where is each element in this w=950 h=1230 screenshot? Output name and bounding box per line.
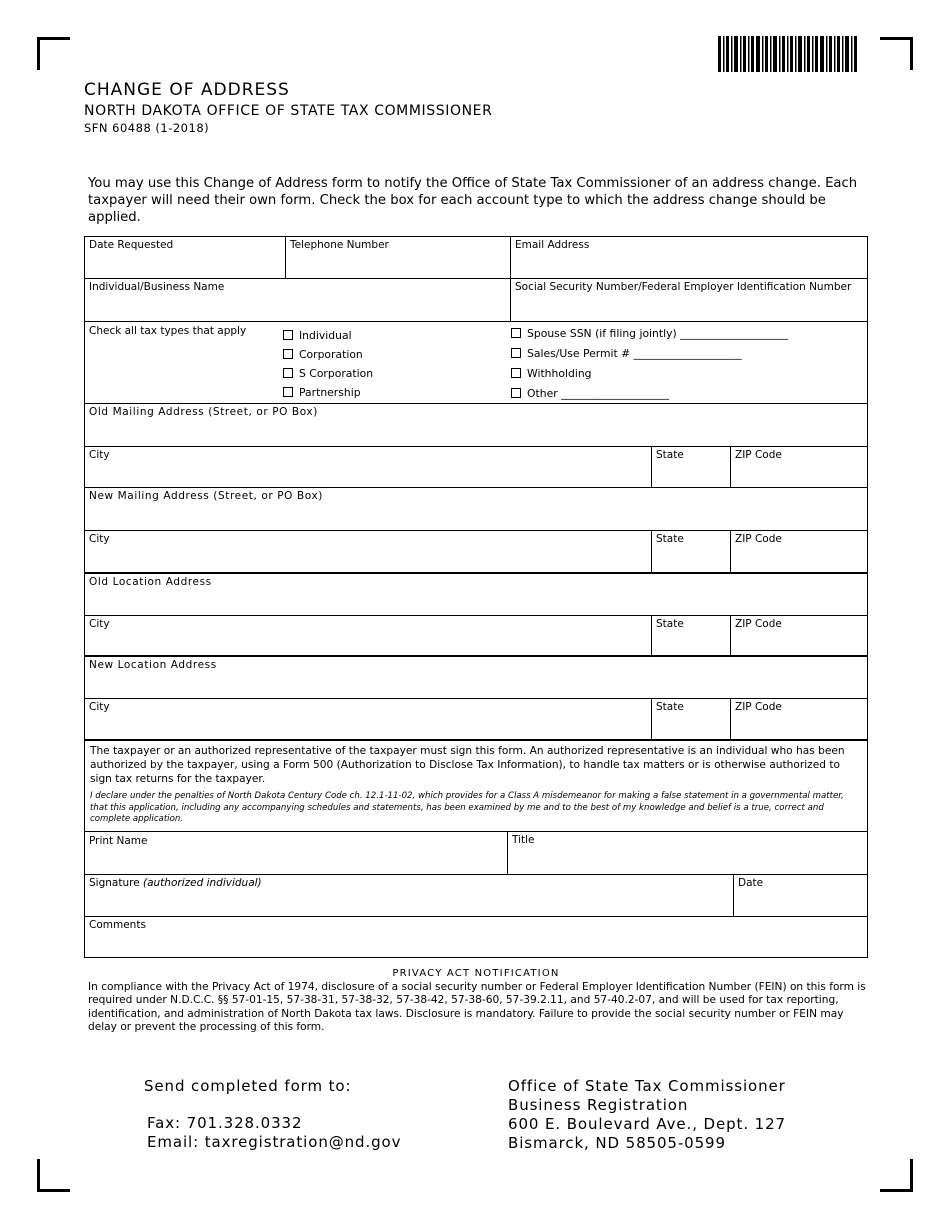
date-requested-field[interactable] <box>84 236 286 279</box>
send-city: Bismarck, ND 58505-0599 <box>508 1134 726 1152</box>
new-mailing-city-field[interactable] <box>84 530 652 573</box>
checkbox-label: Withholding <box>527 367 592 380</box>
old-mailing-state-field[interactable] <box>651 446 731 488</box>
send-office: Office of State Tax Commissioner <box>508 1077 786 1095</box>
old-mailing-address-field[interactable] <box>84 403 868 447</box>
checkbox-partnership[interactable] <box>283 386 361 399</box>
checkbox-box[interactable] <box>283 368 293 378</box>
date-label: Date <box>738 877 764 889</box>
checkbox-label: Partnership <box>299 386 361 399</box>
old-mailing-zip-field[interactable] <box>730 446 868 488</box>
title-label: Title <box>512 834 535 846</box>
date-requested-label: Date Requested <box>89 239 174 251</box>
checkbox-box[interactable] <box>511 348 521 358</box>
zip-label: ZIP Code <box>735 449 782 461</box>
telephone-label: Telephone Number <box>290 239 389 251</box>
old-location-address-field[interactable] <box>84 572 868 616</box>
ssn-fein-label: Social Security Number/Federal Employer Identification Number <box>515 281 852 293</box>
checkbox-spouse-ssn[interactable] <box>511 327 788 340</box>
barcode <box>718 36 858 72</box>
checkbox-label: Corporation <box>299 348 363 361</box>
form-title: CHANGE OF ADDRESS <box>84 80 290 100</box>
zip-label: ZIP Code <box>735 701 782 713</box>
signature-label <box>89 877 262 889</box>
new-mailing-address-field[interactable] <box>84 487 868 531</box>
new-location-city-field[interactable] <box>84 698 652 740</box>
state-label: State <box>656 449 684 461</box>
privacy-text: In compliance with the Privacy Act of 1974, disclosure of a social security number or Federal Employer Identification Number (FEIN) on this form is required under N.D.C.C. §§ 57-01-15, 57-38-31, 57-38-32, 57-38-42, 57-38-60, 57-39.2.11, and 57-40.2-07, and will be used for tax reporting, identification, and administration of North Dakota tax laws. Disclosure is mandatory. Failure to provide the social security number or FEIN may delay or prevent the processing of this form. <box>88 981 866 1034</box>
new-location-address-label: New Location Address <box>89 659 217 671</box>
privacy-heading: PRIVACY ACT NOTIFICATION <box>392 968 560 979</box>
send-fax: Fax: 701.328.0332 <box>147 1114 303 1132</box>
zip-label: ZIP Code <box>735 533 782 545</box>
checkbox-s-corporation[interactable] <box>283 367 373 380</box>
city-label: City <box>89 701 110 713</box>
new-location-state-field[interactable] <box>651 698 731 740</box>
date-field[interactable] <box>733 874 868 917</box>
crop-mark-bottom-left <box>37 1159 70 1192</box>
tax-types-section <box>84 321 868 404</box>
send-heading: Send completed form to: <box>144 1077 352 1095</box>
form-number: SFN 60488 (1-2018) <box>84 121 210 135</box>
old-location-address-label: Old Location Address <box>89 576 212 588</box>
crop-mark-top-right <box>880 37 913 70</box>
signature-field[interactable] <box>84 874 734 917</box>
checkbox-withholding[interactable] <box>511 367 592 380</box>
city-label: City <box>89 618 110 630</box>
print-name-label: Print Name <box>89 835 148 847</box>
signature-label-text: Signature <box>89 877 140 889</box>
old-location-city-field[interactable] <box>84 615 652 656</box>
send-email: Email: taxregistration@nd.gov <box>147 1133 402 1151</box>
signature-notice <box>84 739 868 832</box>
checkbox-label: Sales/Use Permit # ____________________ <box>527 347 742 360</box>
old-location-zip-field[interactable] <box>730 615 868 656</box>
checkbox-label: S Corporation <box>299 367 374 380</box>
new-mailing-address-label: New Mailing Address (Street, or PO Box) <box>89 490 323 502</box>
telephone-field[interactable] <box>285 236 511 279</box>
checkbox-box[interactable] <box>283 349 293 359</box>
intro-text: You may use this Change of Address form to notify the Office of State Tax Commissioner of an address change. Each taxpayer will need their own form. Check the box for each account type to which the address change should be applied. <box>88 176 858 225</box>
checkbox-label: Spouse SSN (if filing jointly) ____________________ <box>527 327 789 340</box>
print-name-field[interactable] <box>84 831 508 875</box>
zip-label: ZIP Code <box>735 618 782 630</box>
checkbox-individual[interactable] <box>283 329 352 342</box>
state-label: State <box>656 533 684 545</box>
city-label: City <box>89 449 110 461</box>
crop-mark-top-left <box>37 37 70 70</box>
checkbox-other[interactable] <box>511 387 669 400</box>
old-mailing-address-label: Old Mailing Address (Street, or PO Box) <box>89 406 318 418</box>
old-location-state-field[interactable] <box>651 615 731 656</box>
checkbox-box[interactable] <box>283 387 293 397</box>
old-mailing-city-field[interactable] <box>84 446 652 488</box>
ssn-fein-field[interactable] <box>510 278 868 322</box>
city-label: City <box>89 533 110 545</box>
send-dept: Business Registration <box>508 1096 689 1114</box>
email-field[interactable] <box>510 236 868 279</box>
checkbox-sales-use-permit[interactable] <box>511 347 742 360</box>
email-label: Email Address <box>515 239 590 251</box>
comments-field[interactable] <box>84 916 868 958</box>
state-label: State <box>656 701 684 713</box>
new-location-zip-field[interactable] <box>730 698 868 740</box>
checkbox-label: Other ____________________ <box>527 387 670 400</box>
checkbox-label: Individual <box>299 329 352 342</box>
signature-note: (authorized individual) <box>143 877 262 889</box>
new-mailing-zip-field[interactable] <box>730 530 868 573</box>
name-label: Individual/Business Name <box>89 281 225 293</box>
new-mailing-state-field[interactable] <box>651 530 731 573</box>
new-location-address-field[interactable] <box>84 655 868 699</box>
send-street: 600 E. Boulevard Ave., Dept. 127 <box>508 1115 786 1133</box>
name-field[interactable] <box>84 278 511 322</box>
tax-types-label: Check all tax types that apply <box>89 325 247 337</box>
comments-label: Comments <box>89 919 146 931</box>
checkbox-box[interactable] <box>283 330 293 340</box>
checkbox-corporation[interactable] <box>283 348 363 361</box>
state-label: State <box>656 618 684 630</box>
title-field[interactable] <box>507 831 868 875</box>
penalty-declaration: I declare under the penalties of North Dakota Century Code ch. 12.1-11-02, which provides for a Class A misdemeanor for making a false statement in a governmental matter, that this application, including any accompanying schedules and statements, has been examined by me and to the best of my knowledge and belief is a true, correct and complete application. <box>90 791 844 824</box>
checkbox-box[interactable] <box>511 328 521 338</box>
agency-name: NORTH DAKOTA OFFICE OF STATE TAX COMMISSIONER <box>84 103 493 119</box>
checkbox-box[interactable] <box>511 388 521 398</box>
crop-mark-bottom-right <box>880 1159 913 1192</box>
signature-notice-text: The taxpayer or an authorized representative of the taxpayer must sign this form. An authorized representative is an individual who has been authorized by the taxpayer, using a Form 500 (Authorization to Disclose Tax Information), to handle tax matters or is otherwise authorized to sign tax returns for the taxpayer. <box>90 745 845 785</box>
checkbox-box[interactable] <box>511 368 521 378</box>
